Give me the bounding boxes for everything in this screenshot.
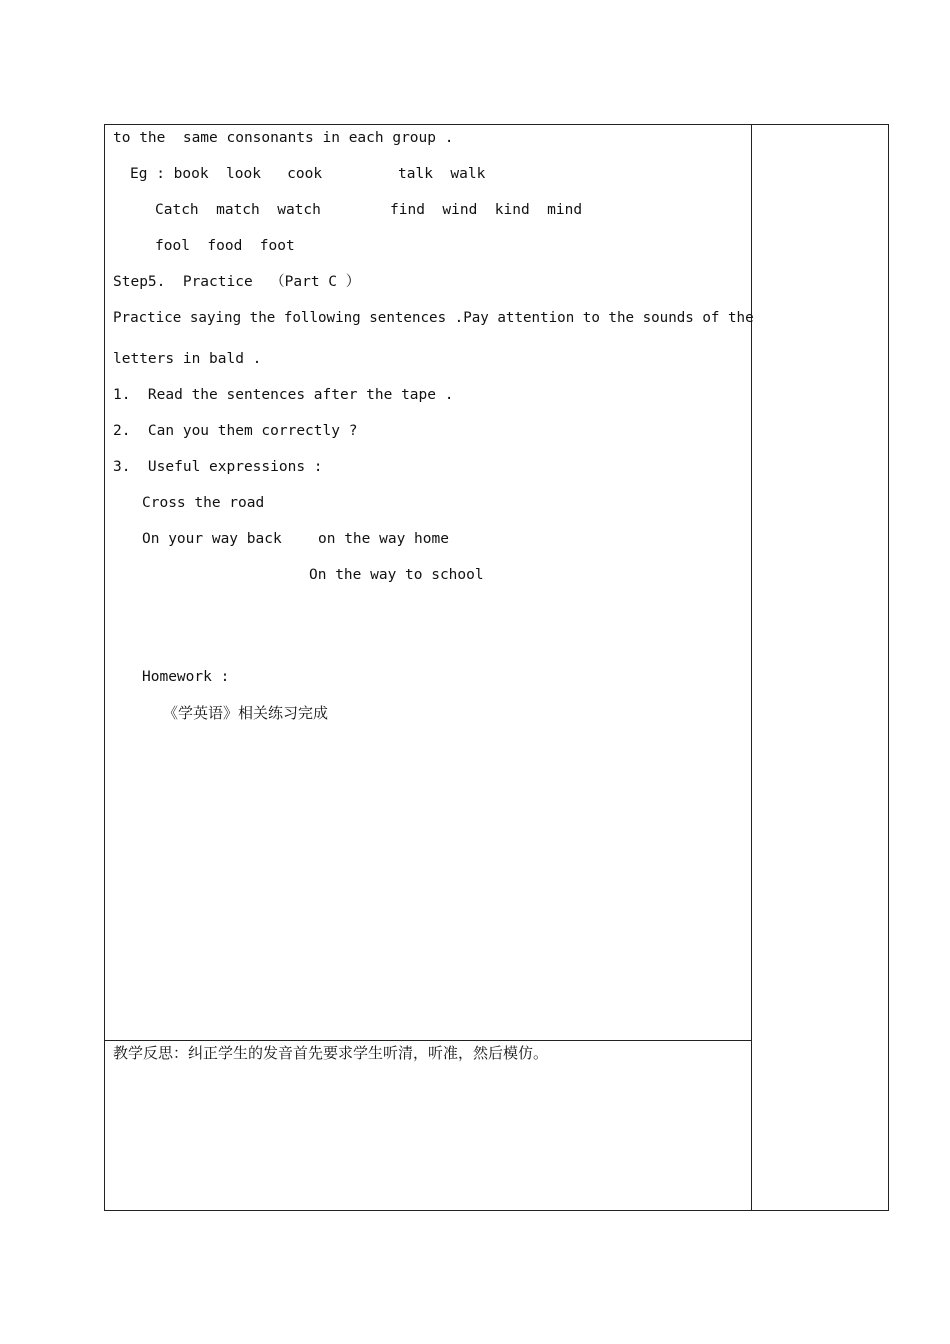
expression-line-2-right: on the way home (318, 531, 449, 547)
step5-instruction-line-2: letters in bald . (113, 351, 262, 367)
step5-heading: Step5. Practice （Part C ） (113, 274, 361, 290)
example-row-1-left: Eg : book look cook (130, 166, 323, 182)
example-row-2-right: find wind kind mind (390, 202, 583, 218)
step5-item-1: 1. Read the sentences after the tape . (113, 387, 454, 403)
expression-line-2-left: On your way back (142, 531, 282, 547)
teaching-reflection: 教学反思：纠正学生的发音首先要求学生听清，听准，然后模仿。 (113, 1044, 549, 1062)
intro-line: to the same consonants in each group . (113, 130, 454, 146)
side-column-divider (751, 125, 752, 1210)
example-row-3: fool food foot (155, 238, 295, 254)
step5-item-3: 3. Useful expressions : (113, 459, 323, 475)
expression-line-3: On the way to school (309, 567, 484, 583)
example-row-2-left: Catch match watch (155, 202, 321, 218)
homework-label: Homework : (142, 669, 230, 685)
example-row-1-right: talk walk (398, 166, 486, 182)
homework-task: 《学英语》相关练习完成 (163, 704, 329, 722)
step5-instruction-line-1: Practice saying the following sentences .Pay attention to the sounds of the (113, 310, 754, 326)
step5-item-2: 2. Can you them correctly ? (113, 423, 358, 439)
reflection-divider (105, 1040, 751, 1041)
expression-line-1: Cross the road (142, 495, 265, 511)
